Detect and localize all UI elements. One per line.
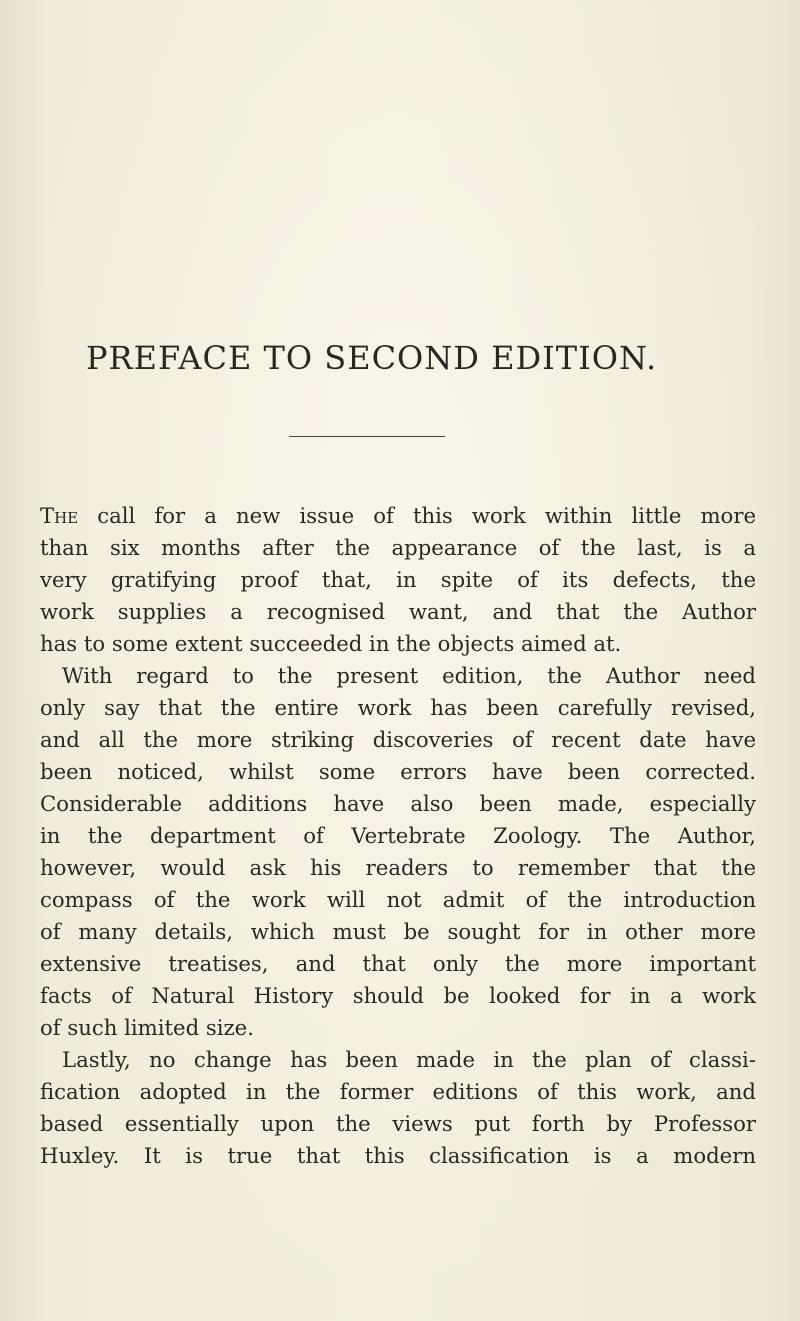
text-line: facts of Natural History should be looked for in a work — [40, 983, 756, 1008]
text-line: work supplies a recognised want, and that the Author — [40, 599, 756, 624]
drop-word: The — [40, 503, 79, 528]
page-heading: PREFACE TO SECOND EDITION. — [86, 339, 658, 377]
text-line: With regard to the present edition, the Author need — [62, 663, 756, 688]
preface-body — [40, 500, 756, 1172]
text-line — [40, 500, 756, 532]
text-line: and all the more striking discoveries of recent date have — [40, 727, 756, 752]
text-line: been noticed, whilst some errors have been corrected. — [40, 759, 756, 784]
text-line: only say that the entire work has been carefully revised, — [40, 695, 756, 720]
text-line: of many details, which must be sought for in other more — [40, 919, 756, 944]
text-line: extensive treatises, and that only the more important — [40, 951, 756, 976]
text-line: Lastly, no change has been made in the plan of classi- — [62, 1047, 756, 1072]
text-line: than six months after the appearance of the last, is a — [40, 535, 756, 560]
text-line: has to some extent succeeded in the objects aimed at. — [40, 631, 622, 656]
text-line: of such limited size. — [40, 1015, 254, 1040]
text-line: based essentially upon the views put forth by Professor — [40, 1111, 756, 1136]
text-line-rest: call for a new issue of this work within little more — [78, 503, 756, 528]
text-line: very gratifying proof that, in spite of its defects, the — [40, 567, 756, 592]
text-line: Considerable additions have also been made, especially — [40, 791, 756, 816]
text-line: in the department of Vertebrate Zoology. The Author, — [40, 823, 756, 848]
text-line: however, would ask his readers to remember that the — [40, 855, 756, 880]
text-line: fication adopted in the former editions of this work, and — [40, 1079, 756, 1104]
section-divider — [289, 436, 445, 437]
text-line: compass of the work will not admit of the introduction — [40, 887, 756, 912]
text-line: Huxley. It is true that this classification is a modern — [40, 1143, 756, 1168]
